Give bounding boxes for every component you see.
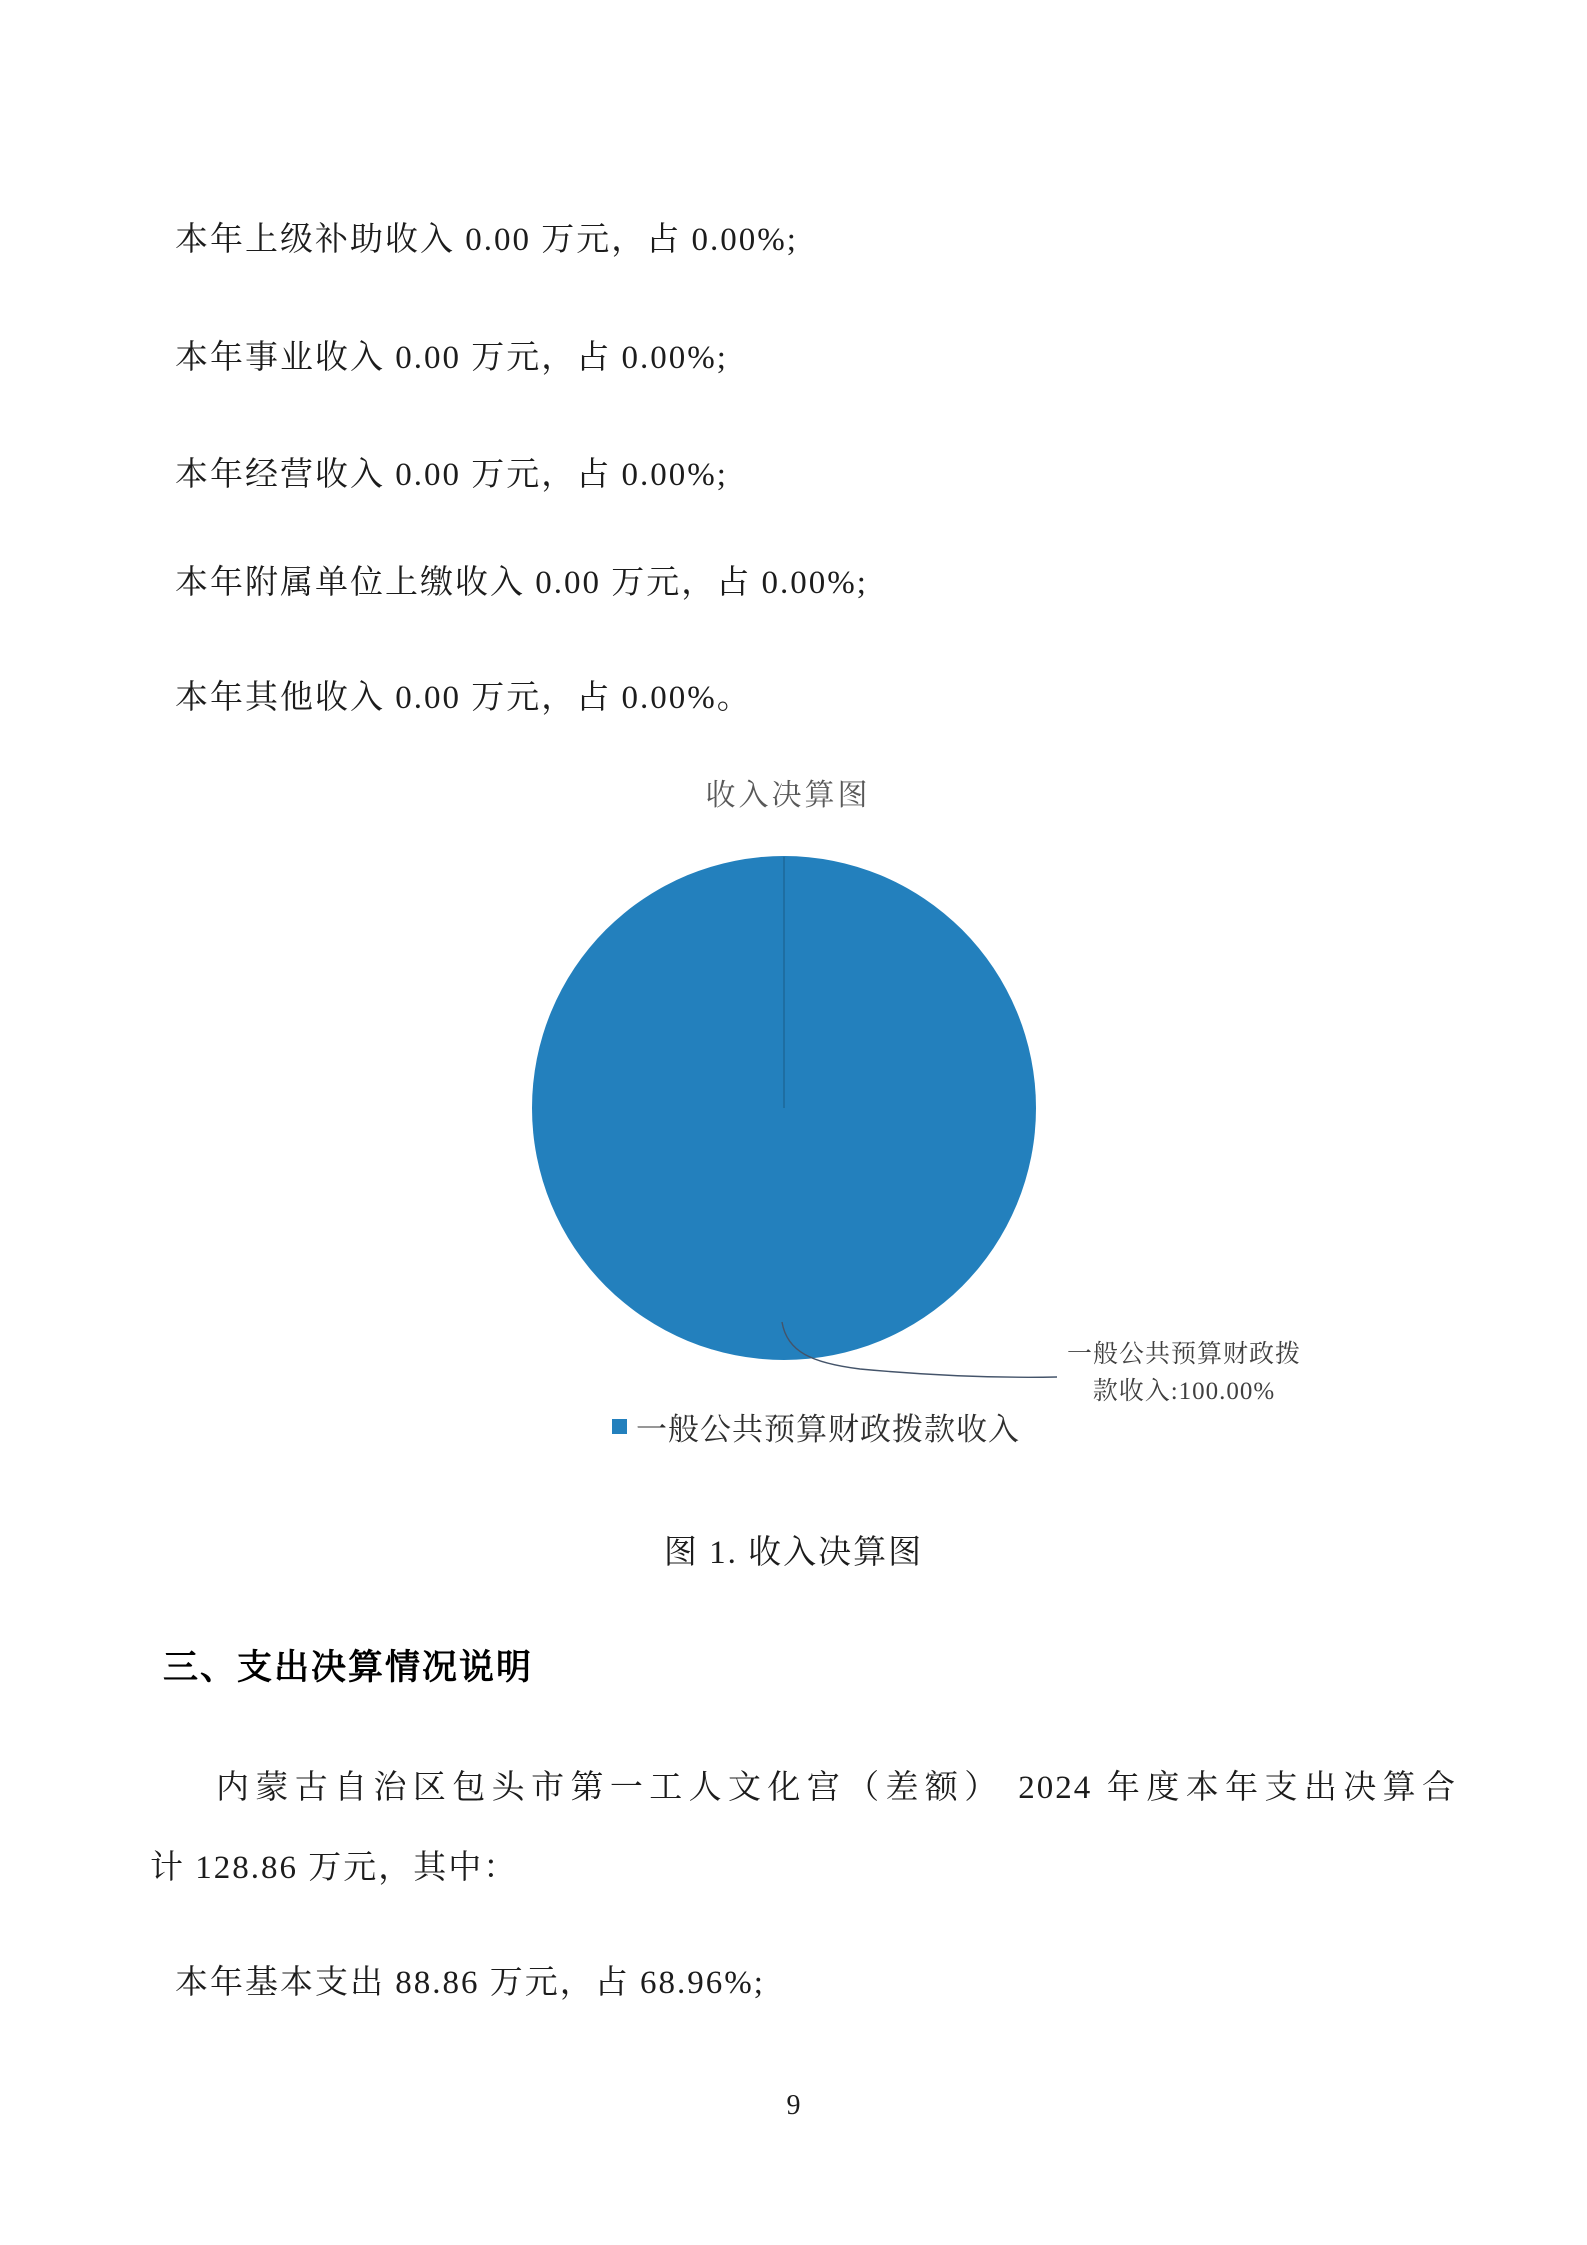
figure-caption: 图 1. 收入决算图 xyxy=(663,1535,924,1571)
pie-data-label xyxy=(1023,1336,1345,1410)
legend-label: 一般公共预算财政拨款收入 xyxy=(636,1412,1020,1447)
income-line-operating: 本年事业收入 0.00 万元，占 0.00%; xyxy=(175,340,728,376)
income-line-subsidy: 本年上级补助收入 0.00 万元，占 0.00%; xyxy=(175,222,798,258)
section-heading: 三、支出决算情况说明 xyxy=(163,1648,534,1687)
income-line-affiliated: 本年附属单位上缴收入 0.00 万元，占 0.00%; xyxy=(175,565,868,601)
legend-swatch-icon xyxy=(612,1419,627,1434)
expense-paragraph-line1: 内蒙古自治区包头市第一工人文化宫（差额） 2024 年度本年支出决算合 xyxy=(216,1770,1457,1806)
income-line-business: 本年经营收入 0.00 万元，占 0.00%; xyxy=(175,457,728,493)
pie-chart xyxy=(440,820,1140,1380)
pie-data-label-line1: 一般公共预算财政拨 xyxy=(1066,1341,1301,1368)
page-number: 9 xyxy=(786,2090,801,2121)
legend-swatch xyxy=(612,1419,627,1434)
chart-legend xyxy=(612,1404,1020,1449)
basic-expense-line: 本年基本支出 88.86 万元，占 68.96%; xyxy=(175,1965,765,2001)
income-line-other: 本年其他收入 0.00 万元，占 0.00%。 xyxy=(175,680,752,716)
expense-paragraph-line2: 计 128.86 万元，其中： xyxy=(150,1850,519,1886)
pie-data-label-line2: 款收入:100.00% xyxy=(1092,1378,1276,1405)
chart-title: 收入决算图 xyxy=(705,779,871,812)
